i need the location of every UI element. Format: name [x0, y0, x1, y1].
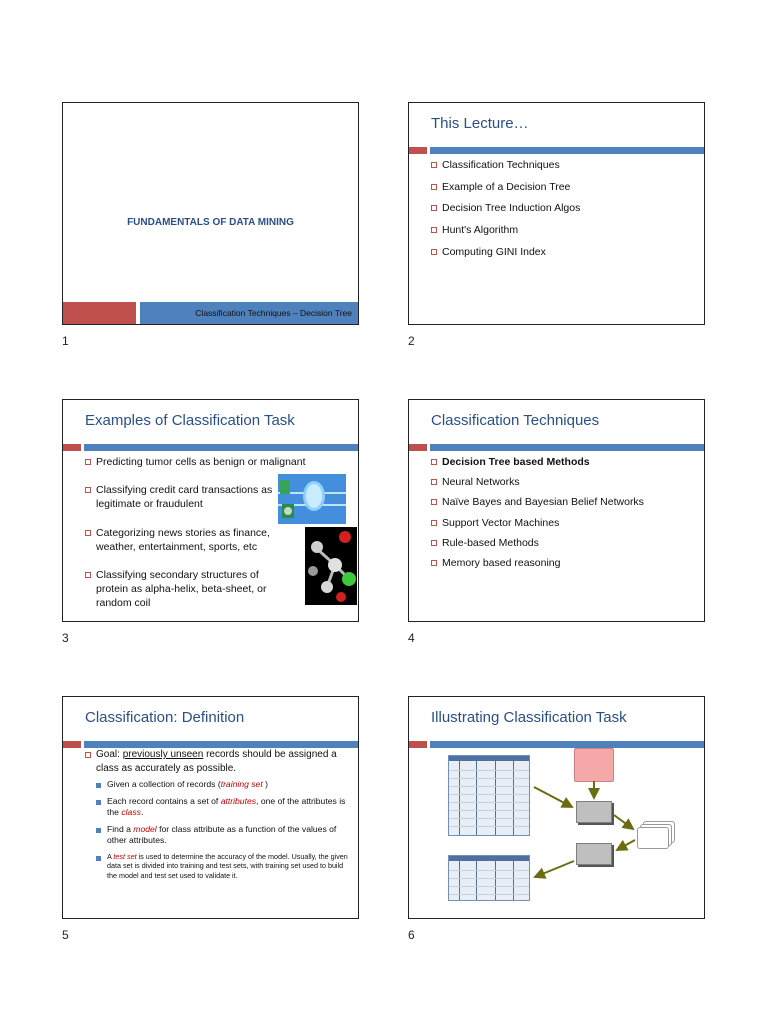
sub-text: ) [262, 779, 268, 789]
molecule-image [305, 527, 357, 605]
sub-text: Find a [107, 823, 134, 834]
slide-4-bar-blue [430, 444, 704, 451]
slide-3-bullet: Predicting tumor cells as benign or malignant [85, 455, 276, 469]
slide-2-bar-red [409, 147, 427, 154]
slide-1-title: FUNDAMENTALS OF DATA MINING [127, 217, 294, 228]
slide-5-sub-bullets [96, 779, 350, 880]
slide-1-footer-blue [140, 302, 358, 325]
slide-4 [408, 399, 705, 622]
sub-emphasis: training set [220, 779, 263, 789]
sub-bullet [96, 852, 350, 880]
slide-number-2: 2 [408, 334, 415, 348]
slide-4-bullet: Decision Tree based Methods [431, 455, 696, 469]
slide-3-bullets [85, 455, 306, 618]
goal-suffix: records should be assigned a class as accurately as possible. [96, 749, 337, 774]
slide-2-bar-blue [430, 147, 704, 154]
slide-5-goal [85, 748, 350, 880]
slide-6-title: Illustrating Classification Task [431, 709, 627, 726]
slide-2 [408, 102, 705, 325]
slide-2-bullet: Classification Techniques [431, 158, 696, 172]
slide-5 [62, 696, 359, 919]
slide-2-bullets [431, 158, 696, 266]
slide-number-3: 3 [62, 631, 69, 645]
sub-text: . [140, 807, 144, 818]
goal-prefix: Goal: [96, 749, 123, 760]
slide-2-bullet: Hunt's Algorithm [431, 223, 696, 237]
slide-number-6: 6 [408, 928, 415, 942]
sub-emphasis: model [133, 823, 157, 834]
slide-4-title: Classification Techniques [431, 412, 600, 429]
slide-2-bullet: Example of a Decision Tree [431, 180, 696, 194]
sub-emphasis: class [121, 807, 141, 818]
slide-3-title: Examples of Classification Task [85, 412, 295, 429]
face-image [278, 474, 346, 524]
slide-4-bullet: Naïve Bayes and Bayesian Belief Networks [431, 495, 696, 509]
flow-arrows [409, 697, 705, 919]
sub-text: A [107, 851, 114, 861]
sub-emphasis: attributes [220, 795, 257, 806]
slide-2-bullet: Computing GINI Index [431, 245, 696, 259]
slide-3-bullet: Classifying credit card transactions as legitimate or fraudulent [85, 483, 276, 511]
slide-4-bullet: Memory based reasoning [431, 556, 696, 570]
sub-bullet [96, 796, 350, 819]
slide-2-title: This Lecture… [431, 115, 529, 132]
sub-bullet [96, 824, 350, 847]
slide-5-bullets [85, 748, 350, 885]
goal-underlined: previously unseen [122, 749, 204, 760]
slide-number-4: 4 [408, 631, 415, 645]
sub-text: Given a collection of records ( [107, 779, 221, 789]
slide-4-bar-red [409, 444, 427, 451]
slide-5-bar-blue [84, 741, 358, 748]
slide-3-bar-red [63, 444, 81, 451]
slide-5-title: Classification: Definition [85, 709, 245, 726]
slide-4-bullet: Rule-based Methods [431, 536, 696, 550]
slide-4-bullets [431, 455, 696, 576]
slide-3-bar-blue [84, 444, 358, 451]
slide-number-1: 1 [62, 334, 69, 348]
slide-3 [62, 399, 359, 622]
slide-3-bullet: Classifying secondary structures of protein as alpha-helix, beta-sheet, or random coil [85, 568, 276, 611]
sub-text: is used to determine the accuracy of the model. Usually, the given data set is divided into training and test sets, with training set used to build the model and test set used to validate it. [107, 851, 348, 880]
slide-6 [408, 696, 705, 919]
sub-text: for class attribute as a function of the values of other attributes. [107, 823, 337, 846]
sub-text: , one of the attributes is the [107, 795, 346, 818]
slide-2-bullet: Decision Tree Induction Algos [431, 201, 696, 215]
slide-1 [62, 102, 359, 325]
sub-emphasis: test set [113, 851, 137, 861]
sub-text: Each record contains a set of [107, 795, 221, 806]
sub-bullet [96, 779, 350, 791]
slide-5-bar-red [63, 741, 81, 748]
slide-number-5: 5 [62, 928, 69, 942]
slide-1-footer-text: Classification Techniques – Decision Tree [195, 308, 352, 318]
slide-1-footer-red [63, 302, 136, 325]
slide-4-bullet: Neural Networks [431, 475, 696, 489]
slide-3-bullet: Categorizing news stories as finance, weather, entertainment, sports, etc [85, 526, 276, 554]
slide-4-bullet: Support Vector Machines [431, 516, 696, 530]
